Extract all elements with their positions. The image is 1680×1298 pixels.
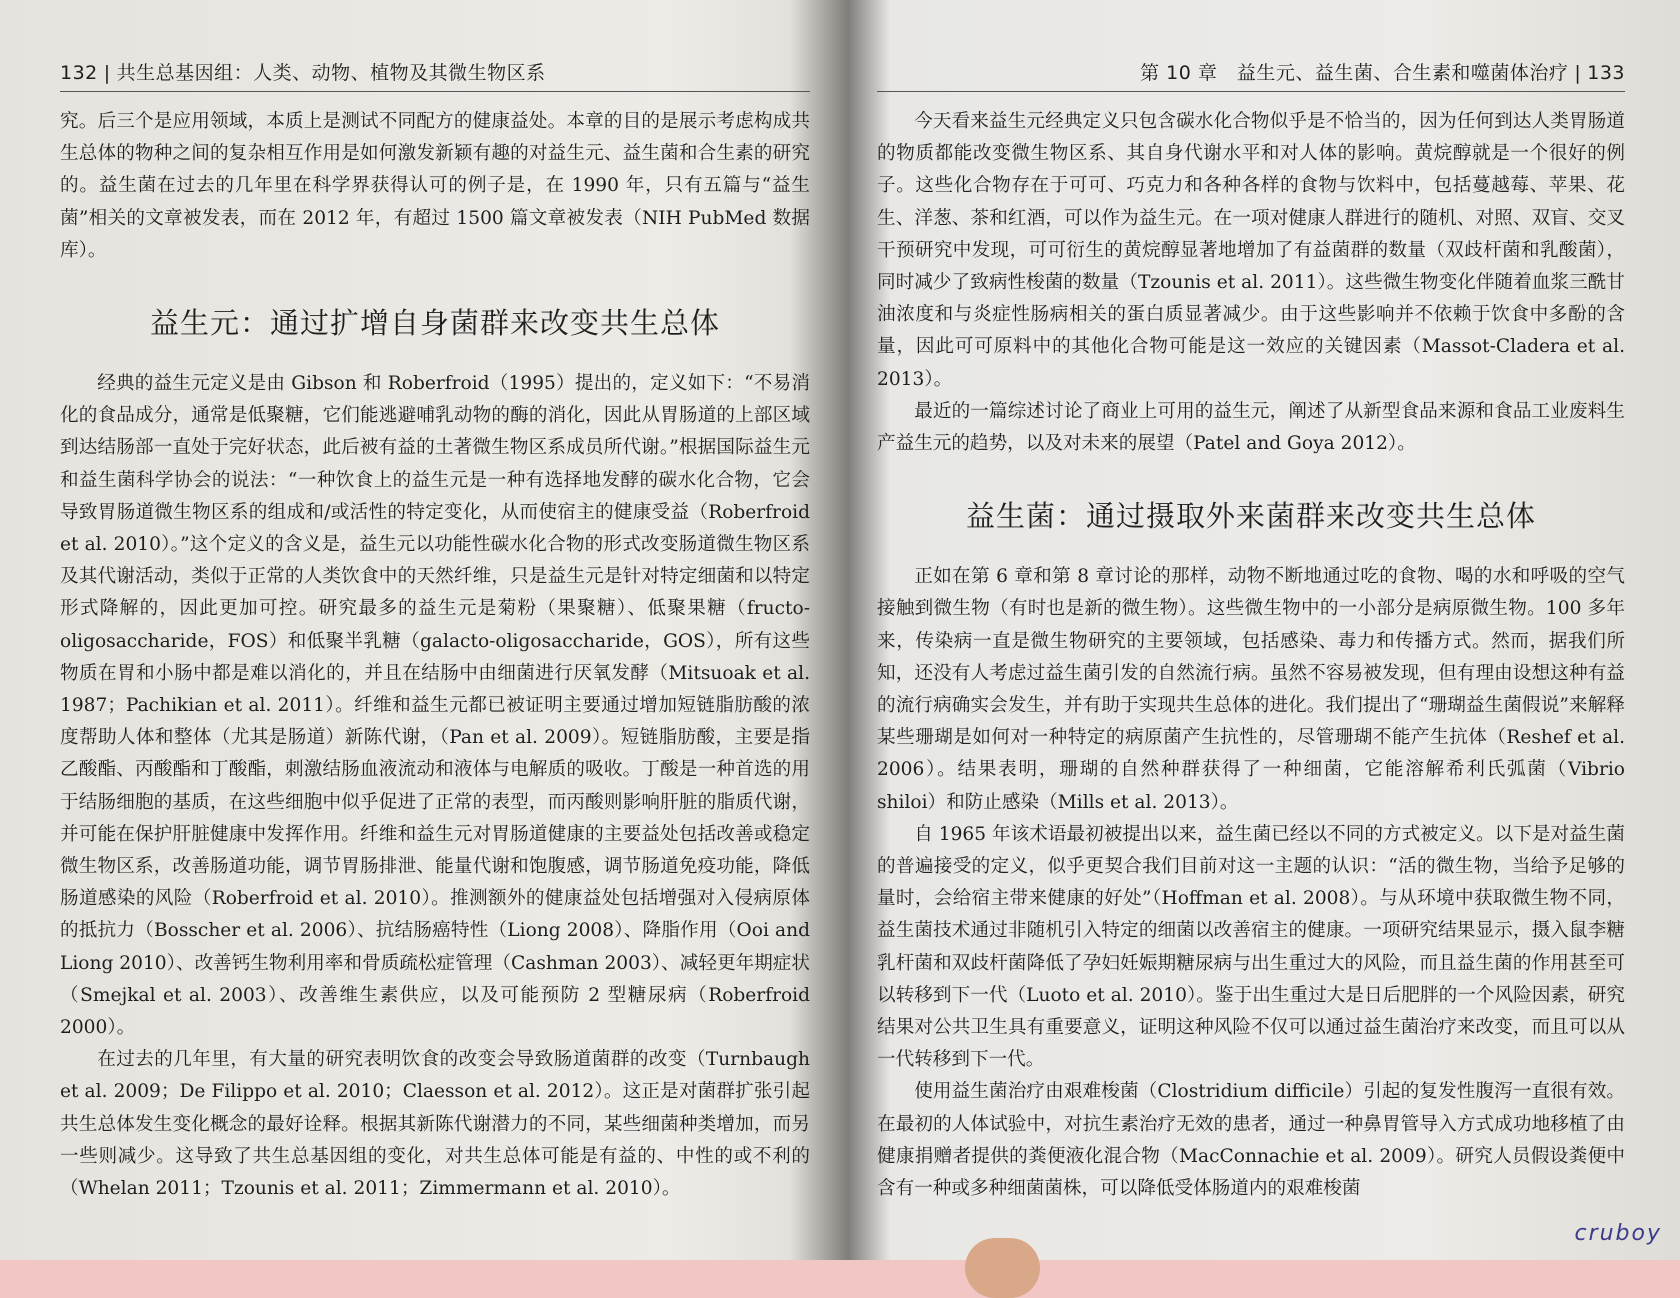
header-separator: | bbox=[1574, 62, 1582, 84]
left-page-header bbox=[60, 58, 810, 92]
body-paragraph: 最近的一篇综述讨论了商业上可用的益生元，阐述了从新型食品来源和食品工业废料生产益生元的趋势，以及对未来的展望（Patel and Goya 2012）。 bbox=[877, 400, 1625, 455]
left-page bbox=[0, 0, 840, 1260]
running-title: 共生总基因组：人类、动物、植物及其微生物区系 bbox=[116, 62, 546, 84]
thumb bbox=[965, 1238, 1040, 1298]
page-number: 132 bbox=[60, 62, 98, 84]
body-paragraph: 自 1965 年该术语最初被提出以来，益生菌已经以不同的方式被定义。以下是对益生菌的普遍接受的定义，似乎更契合我们目前对这一主题的认识：“活的微生物，当给予足够的量时，会给宿主带来健康的好处”（Hoffman et al. 2008）。与从环境中获取微生物不同，益生菌技术通过非随机引入特定的细菌以改善宿主的健康。一项研究结果显示，摄入鼠李糖乳杆菌和双歧杆菌降低了孕妇妊娠期糖尿病与出生重过大的风险，而且益生菌的作用甚至可以转移到下一代（Luoto et al. 2010）。鉴于出生重过大是日后肥胖的一个风险因素，研究结果对公共卫生具有重要意义，证明这种风险不仅可以通过益生菌治疗来改变，而且可以从一代转移到下一代。 bbox=[877, 823, 1625, 1071]
page-number: 133 bbox=[1587, 62, 1625, 84]
body-paragraph: 经典的益生元定义是由 Gibson 和 Roberfroid（1995）提出的，定义如下：“不易消化的食品成分，通常是低聚糖，它们能逃避哺乳动物的酶的消化，因此从胃肠道的上部区域到达结肠部一直处于完好状态，此后被有益的土著微生物区系成员所代谢。”根据国际益生元和益生菌科学协会的说法：“一种饮食上的益生元是一种有选择地发酵的碳水化合物，它会导致胃肠道微生物区系的组成和/或活性的特定变化，从而使宿主的健康受益（Roberfroid et al. 2010）。”这个定义的含义是，益生元以功能性碳水化合物的形式改变肠道微生物区系及其代谢活动，类似于正常的人类饮食中的天然纤维，只是益生元是针对特定细菌和以特定形式降解的，因此更加可控。研究最多的益生元是菊粉（果聚糖）、低聚果糖（fructo-oligosaccharide，FOS）和低聚半乳糖（galacto-oligosaccharide，GOS），所有这些物质在胃和小肠中都是难以消化的，并且在结肠中由细菌进行厌氧发酵（Mitsuoak et al. 1987；Pachikian et al. 2011）。纤维和益生元都已被证明主要通过增加短链脂肪酸的浓度帮助人体和整体（尤其是肠道）新陈代谢，（Pan et al. 2009）。短链脂肪酸，主要是指乙酸酯、丙酸酯和丁酸酯，刺激结肠血液流动和液体与电解质的吸收。丁酸是一种首选的用于结肠细胞的基质，在这些细胞中似乎促进了正常的表型，而丙酸则影响肝脏的脂质代谢，并可能在保护肝脏健康中发挥作用。纤维和益生元对胃肠道健康的主要益处包括改善或稳定微生物区系，改善肠道功能，调节胃肠排泄、能量代谢和饱腹感，调节肠道免疫功能，降低肠道感染的风险（Roberfroid et al. 2010）。推测额外的健康益处包括增强对入侵病原体的抵抗力（Bosscher et al. 2006）、抗结肠癌特性（Liong 2008）、降脂作用（Ooi and Liong 2010）、改善钙生物利用率和骨质疏松症管理（Cashman 2003）、减轻更年期症状（Smejkal et al. 2003）、改善维生素供应，以及可能预防 2 型糖尿病（Roberfroid 2000）。 bbox=[60, 373, 810, 1039]
right-page-header bbox=[877, 58, 1625, 92]
section-heading-probiotics: 益生菌：通过摄取外来菌群来改变共生总体 bbox=[965, 499, 1536, 534]
running-title: 第 10 章 益生元、益生菌、合生素和噬菌体治疗 bbox=[1140, 62, 1569, 84]
body-paragraph: 在过去的几年里，有大量的研究表明饮食的改变会导致肠道菌群的改变（Turnbaugh et al. 2009；De Filippo et al. 2010；Claesson et al. 2012）。这正是对菌群扩张引起共生总体发生变化概念的最好诠释。根据其新陈代谢潜力的不同，某些细菌种类增加，而另一些则减少。这导致了共生总基因组的变化，对共生总体可能是有益的、中性的或不利的（Whelan 2011；Tzounis et al. 2011；Zimmermann et al. 2010）。 bbox=[60, 1049, 810, 1200]
section-heading-prebiotics: 益生元：通过扩增自身菌群来改变共生总体 bbox=[149, 306, 720, 341]
right-page bbox=[855, 0, 1645, 1260]
body-paragraph: 使用益生菌治疗由艰难梭菌（Clostridium difficile）引起的复发性腹泻一直很有效。在最初的人体试验中，对抗生素治疗无效的患者，通过一种鼻胃管导入方式成功地移植了由健康捐赠者提供的粪便液化混合物（MacConnachie et al. 2009）。研究人员假设粪便中含有一种或多种细菌菌株，可以降低受体肠道内的艰难梭菌 bbox=[877, 1081, 1625, 1200]
watermark: cruboy bbox=[1574, 1221, 1662, 1246]
intro-paragraph: 究。后三个是应用领域，本质上是测试不同配方的健康益处。本章的目的是展示考虑构成共生总体的物种之间的复杂相互作用是如何激发新颖有趣的对益生元、益生菌和合生素的研究的。益生菌在过去的几年里在科学界获得认可的例子是，在 1990 年，只有五篇与“益生菌”相关的文章被发表，而在 2012 年，有超过 1500 篇文章被发表（NIH PubMed 数据库）。 bbox=[60, 111, 810, 261]
body-paragraph: 正如在第 6 章和第 8 章讨论的那样，动物不断地通过吃的食物、喝的水和呼吸的空气接触到微生物（有时也是新的微生物）。这些微生物中的一小部分是病原微生物。100 多年来，传染病一直是微生物研究的主要领域，包括感染、毒力和传播方式。然而，据我们所知，还没有人考虑过益生菌引发的自然流行病。虽然不容易被发现，但有理由设想这种有益的流行病确实会发生，并有助于实现共生总体的进化。我们提出了“珊瑚益生菌假说”来解释某些珊瑚是如何对一种特定的病原菌产生抗性的，尽管珊瑚不能产生抗体（Reshef et al. 2006）。结果表明，珊瑚的自然种群获得了一种细菌，它能溶解希利氏弧菌（Vibrio shiloi）和防止感染（Mills et al. 2013）。 bbox=[877, 566, 1625, 813]
body-paragraph: 今天看来益生元经典定义只包含碳水化合物似乎是不恰当的，因为任何到达人类胃肠道的物质都能改变微生物区系、其自身代谢水平和对人体的影响。黄烷醇就是一个很好的例子。这些化合物存在于可可、巧克力和各种各样的食物与饮料中，包括蔓越莓、苹果、花生、洋葱、茶和红酒，可以作为益生元。在一项对健康人群进行的随机、对照、双盲、交叉干预研究中发现，可可衍生的黄烷醇显著地增加了有益菌群的数量（双歧杆菌和乳酸菌），同时减少了致病性梭菌的数量（Tzounis et al. 2011）。这些微生物变化伴随着血浆三酰甘油浓度和与炎症性肠病相关的蛋白质显著减少。由于这些影响并不依赖于饮食中多酚的含量，因此可可原料中的其他化合物可能是这一效应的关键因素（Massot-Cladera et al. 2013）。 bbox=[877, 111, 1625, 390]
header-separator: | bbox=[103, 62, 111, 84]
